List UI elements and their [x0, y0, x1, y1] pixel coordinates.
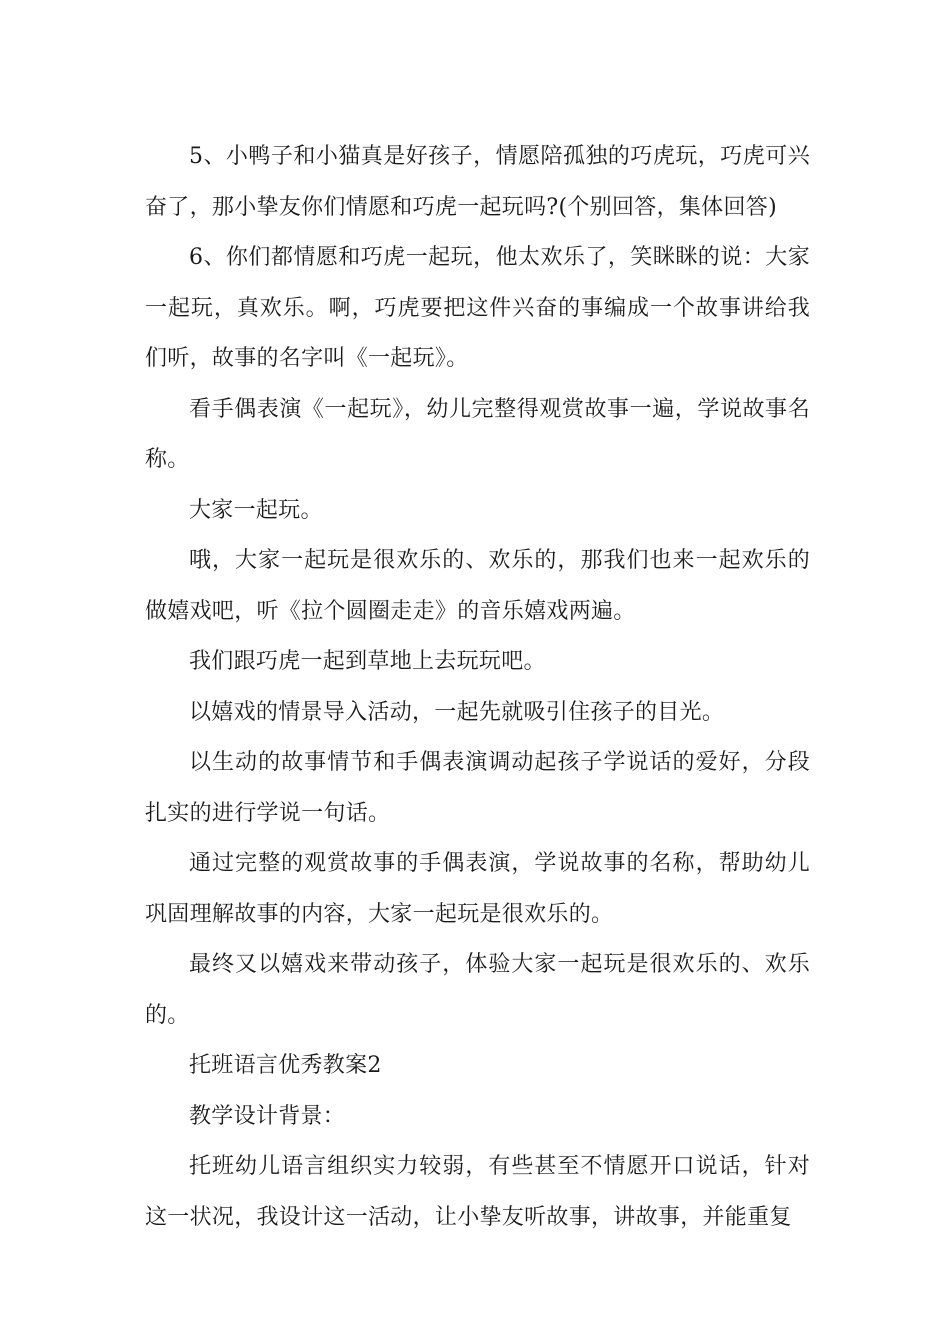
paragraph: 我们跟巧虎一起到草地上去玩玩吧。: [189, 649, 546, 674]
paragraph: 5、小鸭子和小猫真是好孩子，情愿陪孤独的巧虎玩，巧虎可兴奋了，那小挚友你们情愿和巧虎一起玩吗?(个别回答，集体回答): [145, 144, 810, 220]
paragraph: 最终又以嬉戏来带动孩子，体验大家一起玩是很欢乐的、欢乐的。: [145, 952, 810, 1028]
paragraph: 大家一起玩。: [189, 497, 323, 523]
paragraph: 看手偶表演《一起玩》，幼儿完整得观赏故事一遍，学说故事名称。: [145, 396, 810, 472]
paragraph: 以嬉戏的情景导入活动，一起先就吸引住孩子的目光。: [189, 699, 725, 725]
section-title: 托班语言优秀教案2: [189, 1053, 382, 1078]
paragraph: 托班幼儿语言组织实力较弱，有些甚至不情愿开口说话，针对这一状况，我设计这一活动，让小挚友听故事，讲故事，并能重复: [145, 1154, 810, 1230]
paragraph: 以生动的故事情节和手偶表演调动起孩子学说话的爱好，分段扎实的进行学说一句话。: [145, 750, 810, 826]
paragraph: 6、你们都情愿和巧虎一起玩，他太欢乐了，笑眯眯的说：大家一起玩，真欢乐。啊，巧虎要把这件兴奋的事编成一个故事讲给我们听，故事的名字叫《一起玩》。: [145, 245, 810, 371]
paragraph: 哦，大家一起玩是很欢乐的、欢乐的，那我们也来一起欢乐的做嬉戏吧，听《拉个圆圈走走》的音乐嬉戏两遍。: [145, 548, 810, 624]
document-body: [145, 132, 810, 1243]
section-subtitle: 教学设计背景：: [189, 1103, 346, 1129]
paragraph: 通过完整的观赏故事的手偶表演，学说故事的名称，帮助幼儿巩固理解故事的内容，大家一起玩是很欢乐的。: [145, 851, 810, 927]
